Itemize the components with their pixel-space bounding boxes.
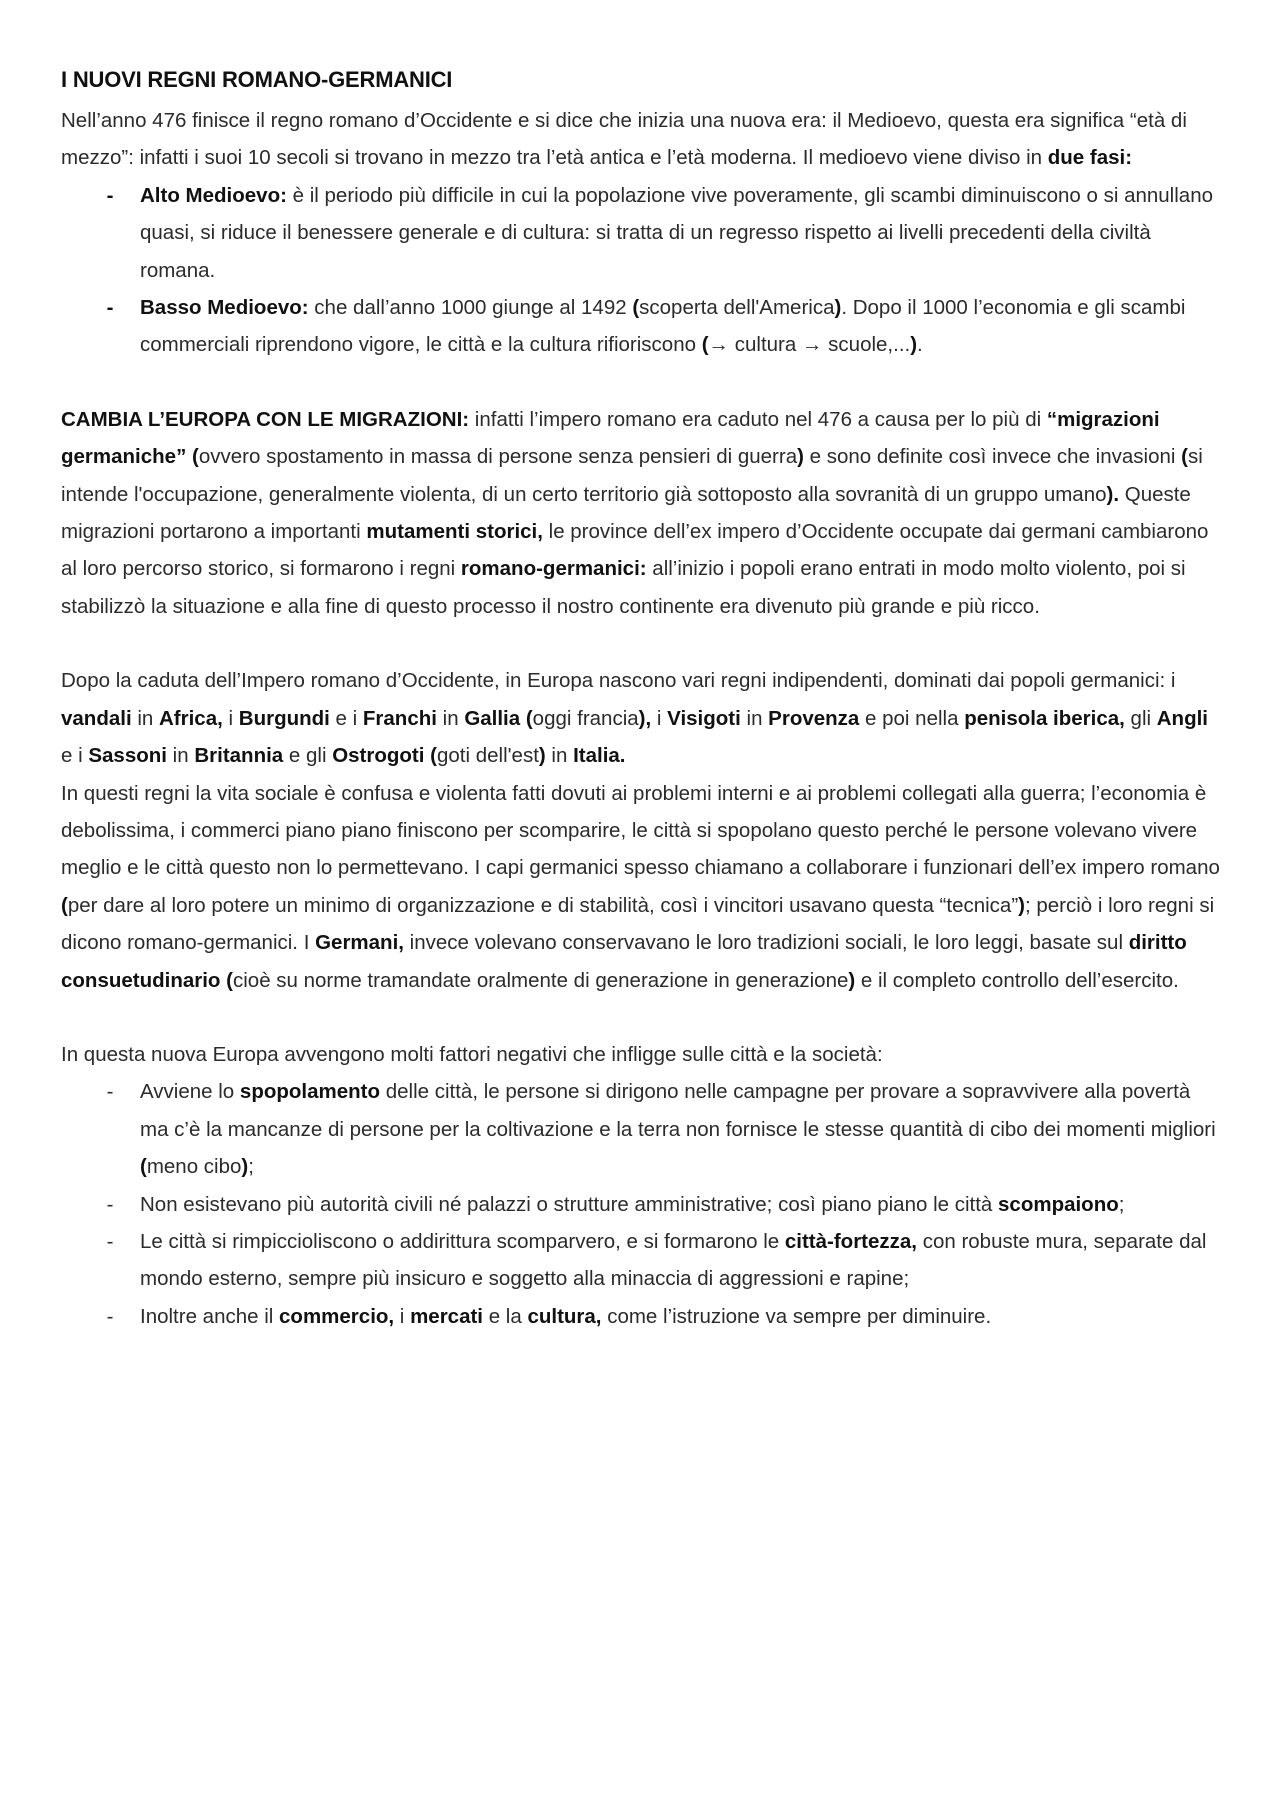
body-text: le province dell’ex impero d’Occidente occupate dai germani cambiarono al loro percorso storico, si formarono i regni xyxy=(61,520,1209,581)
body-text: per dare al loro potere un minimo di organizzazione e di stabilità, così i vincitori usavano questa “tecnica” xyxy=(67,893,1019,917)
dash-bullet: - xyxy=(106,1192,114,1216)
bold-text: mutamenti storici, xyxy=(366,520,543,544)
factors-intro: In questa nuova Europa avvengono molti fattori negativi che infligge sulle città e la società: xyxy=(61,1042,883,1066)
bold-text: ( xyxy=(140,1155,147,1179)
bold-text: Burgundi xyxy=(238,706,330,730)
intro-text: Nell’anno 476 finisce il regno romano d’Occidente e si dice che inizia una nuova era: il Medioevo, questa era significa “età di mezzo”: infatti i suoi 10 secoli si trovano in mezzo tra l’età antica e l’età moderna. Il medioevo viene diviso in xyxy=(61,109,1187,170)
migrations-paragraph xyxy=(61,401,1220,625)
body-text: in xyxy=(436,706,465,730)
body-text: ; xyxy=(1118,1192,1125,1216)
body-text: i xyxy=(394,1304,411,1328)
dash-bullet: - xyxy=(106,183,114,207)
body-text: in xyxy=(166,744,195,768)
bold-paren: ( xyxy=(701,333,709,357)
body-text: meno cibo xyxy=(146,1155,242,1179)
body-text: e i xyxy=(329,706,363,730)
body-text: Dopo la caduta dell’Impero romano d’Occidente, in Europa nascono vari regni indipendenti, dominati dai popoli germanici: i xyxy=(61,669,1176,693)
body-text: e il completo controllo dell’esercito. xyxy=(855,968,1179,992)
list-item-alto-medioevo xyxy=(106,177,1220,289)
bold-text: ) xyxy=(538,744,546,768)
dash-bullet: - xyxy=(106,1229,114,1253)
kingdoms-paragraph xyxy=(61,662,1220,774)
body-text: In questi regni la vita sociale è confusa e violenta fatti dovuti ai problemi interni e ai problemi collegati alla guerra; l’economia è debolissima, i commerci piano piano finiscono per scomparire, le città si spopolano questo perché le persone volevano vivere meglio e le città questo non lo permettevano. I capi germanici spesso chiamano a collaborare i funzionari dell’ex impero romano xyxy=(61,781,1220,880)
body-text: invece volevano conservavano le loro tradizioni sociali, le loro leggi, basate sul xyxy=(403,931,1129,955)
list-item xyxy=(106,1223,1220,1298)
body-text: Queste migrazioni portarono a importanti xyxy=(61,482,1191,544)
bold-text: ) xyxy=(848,968,856,992)
phase-label: Alto Medioevo: xyxy=(140,183,287,207)
body-text: i xyxy=(651,706,668,730)
body-text: ; xyxy=(248,1155,254,1179)
list-item xyxy=(106,1186,1220,1223)
body-text: in xyxy=(131,706,159,730)
bold-text: commercio, xyxy=(279,1304,395,1328)
bold-text: Ostrogoti ( xyxy=(332,744,437,768)
body-text: gli xyxy=(1124,706,1157,730)
body-text: delle città, le persone si dirigono nelle campagne per provare a sopravvivere alla povertà ma c’è la mancanze di persone per la coltivazione e la terra non fornisce le stesse quantità di cibo dei momenti migliori xyxy=(140,1080,1216,1141)
bold-text: ( xyxy=(61,893,68,917)
bold-text: cultura, xyxy=(527,1304,602,1328)
bold-text: ( xyxy=(1181,445,1188,469)
body-text: si intende l'occupazione, generalmente violenta, di un certo territorio già sottoposto alla sovranità di un gruppo umano xyxy=(61,445,1203,506)
list-item xyxy=(106,1298,1220,1335)
body-text: Inoltre anche il xyxy=(140,1304,280,1328)
bold-text: Sassoni xyxy=(88,744,167,768)
intro-bold-two-phases: due fasi: xyxy=(1047,146,1133,170)
bold-text: penisola iberica, xyxy=(964,706,1125,730)
body-text: Le città si rimpiccioliscono o addirittura scomparvero, e si formarono le xyxy=(140,1229,785,1253)
body-text: all’inizio i popoli erano entrati in modo molto violento, poi si stabilizzò la situazione e alla fine di questo processo il nostro continente era divenuto più grande e più ricco. xyxy=(61,557,1186,618)
bold-text: Germani, xyxy=(315,931,404,955)
intro-paragraph xyxy=(61,102,1220,177)
phase-text: . xyxy=(917,333,923,357)
phases-list xyxy=(61,177,1220,364)
bold-text: mercati xyxy=(410,1304,483,1328)
body-text: ; perciò i loro regni si dicono romano-germanici. I xyxy=(61,893,1215,955)
body-text: come l’istruzione va sempre per diminuire. xyxy=(601,1304,992,1328)
list-item xyxy=(106,1073,1220,1185)
body-text: in xyxy=(740,706,769,730)
bold-text: ) xyxy=(241,1155,249,1179)
bold-text: Gallia ( xyxy=(464,706,533,730)
body-text: ovvero spostamento in massa di persone senza pensieri di guerra xyxy=(198,445,798,469)
bold-paren: ) xyxy=(834,296,842,320)
body-text: oggi francia xyxy=(532,706,639,730)
body-text: in xyxy=(545,744,574,768)
body-text: e sono definite così invece che invasioni xyxy=(803,445,1182,469)
dash-bullet: - xyxy=(106,1304,114,1328)
bold-text: ). xyxy=(1106,482,1120,506)
bold-text: romano-germanici: xyxy=(460,557,647,581)
body-text: e poi nella xyxy=(859,706,965,730)
bold-text: Britannia xyxy=(194,744,284,768)
bold-text: spopolamento xyxy=(239,1080,381,1104)
bold-text: scompaiono xyxy=(998,1192,1119,1216)
body-text: infatti l’impero romano era caduto nel 476 a causa per lo più di xyxy=(469,407,1047,431)
bold-paren: ( xyxy=(632,296,640,320)
phase-text: è il periodo più difficile in cui la popolazione vive poveramente, gli scambi diminuiscono o si annullano quasi, si riduce il benessere generale e di cultura: si tratta di un regresso rispetto ai livelli precedenti della civiltà romana. xyxy=(140,183,1213,282)
factors-list xyxy=(61,1073,1220,1335)
body-text: goti dell'est xyxy=(436,744,539,768)
body-text: Avviene lo xyxy=(140,1080,240,1104)
body-text: cioè su norme tramandate oralmente di generazione in generazione xyxy=(232,968,849,992)
bold-text: città-fortezza, xyxy=(784,1229,918,1253)
phase-text: . Dopo il 1000 l’economia e gli scambi commerciali riprendono vigore, le città e la cultura rifioriscono xyxy=(140,296,1186,357)
bold-text: ) xyxy=(1018,893,1025,917)
bold-text: Visigoti xyxy=(667,706,741,730)
phase-text: → cultura → scuole,... xyxy=(708,333,911,357)
body-text: i xyxy=(222,706,239,730)
section-heading-migrations: CAMBIA L’EUROPA CON LE MIGRAZIONI: xyxy=(61,407,470,431)
phase-text: scoperta dell'America xyxy=(639,296,835,320)
bold-text: Italia. xyxy=(573,744,626,768)
society-paragraph xyxy=(61,775,1220,999)
list-item-basso-medioevo xyxy=(106,289,1220,364)
bold-text: ) xyxy=(797,445,804,469)
bold-text: vandali xyxy=(61,706,132,730)
bold-text: Franchi xyxy=(362,706,437,730)
bold-text: ), xyxy=(638,706,652,730)
dash-bullet: - xyxy=(106,1080,114,1104)
phase-text: che dall’anno 1000 giunge al 1492 xyxy=(308,296,633,320)
body-text: e i xyxy=(61,744,89,768)
body-text: e gli xyxy=(283,744,333,768)
body-text: Non esistevano più autorità civili né palazzi o strutture amministrative; così piano piano le città xyxy=(140,1192,999,1216)
dash-bullet: - xyxy=(106,296,114,320)
bold-text: “migrazioni germaniche” ( xyxy=(61,407,1160,469)
bold-text: Africa, xyxy=(159,706,223,730)
bold-text: Angli xyxy=(1156,706,1208,730)
body-text: e la xyxy=(483,1304,528,1328)
bold-paren: ) xyxy=(910,333,918,357)
bold-text: diritto consuetudinario ( xyxy=(61,931,1187,992)
body-text: con robuste mura, separate dal mondo esterno, sempre più insicuro e soggetto alla minaccia di aggressioni e rapine; xyxy=(140,1229,1207,1291)
bold-text: Provenza xyxy=(768,706,860,730)
page-title: I NUOVI REGNI ROMANO-GERMANICI xyxy=(61,67,453,92)
phase-label: Basso Medioevo: xyxy=(140,296,309,320)
